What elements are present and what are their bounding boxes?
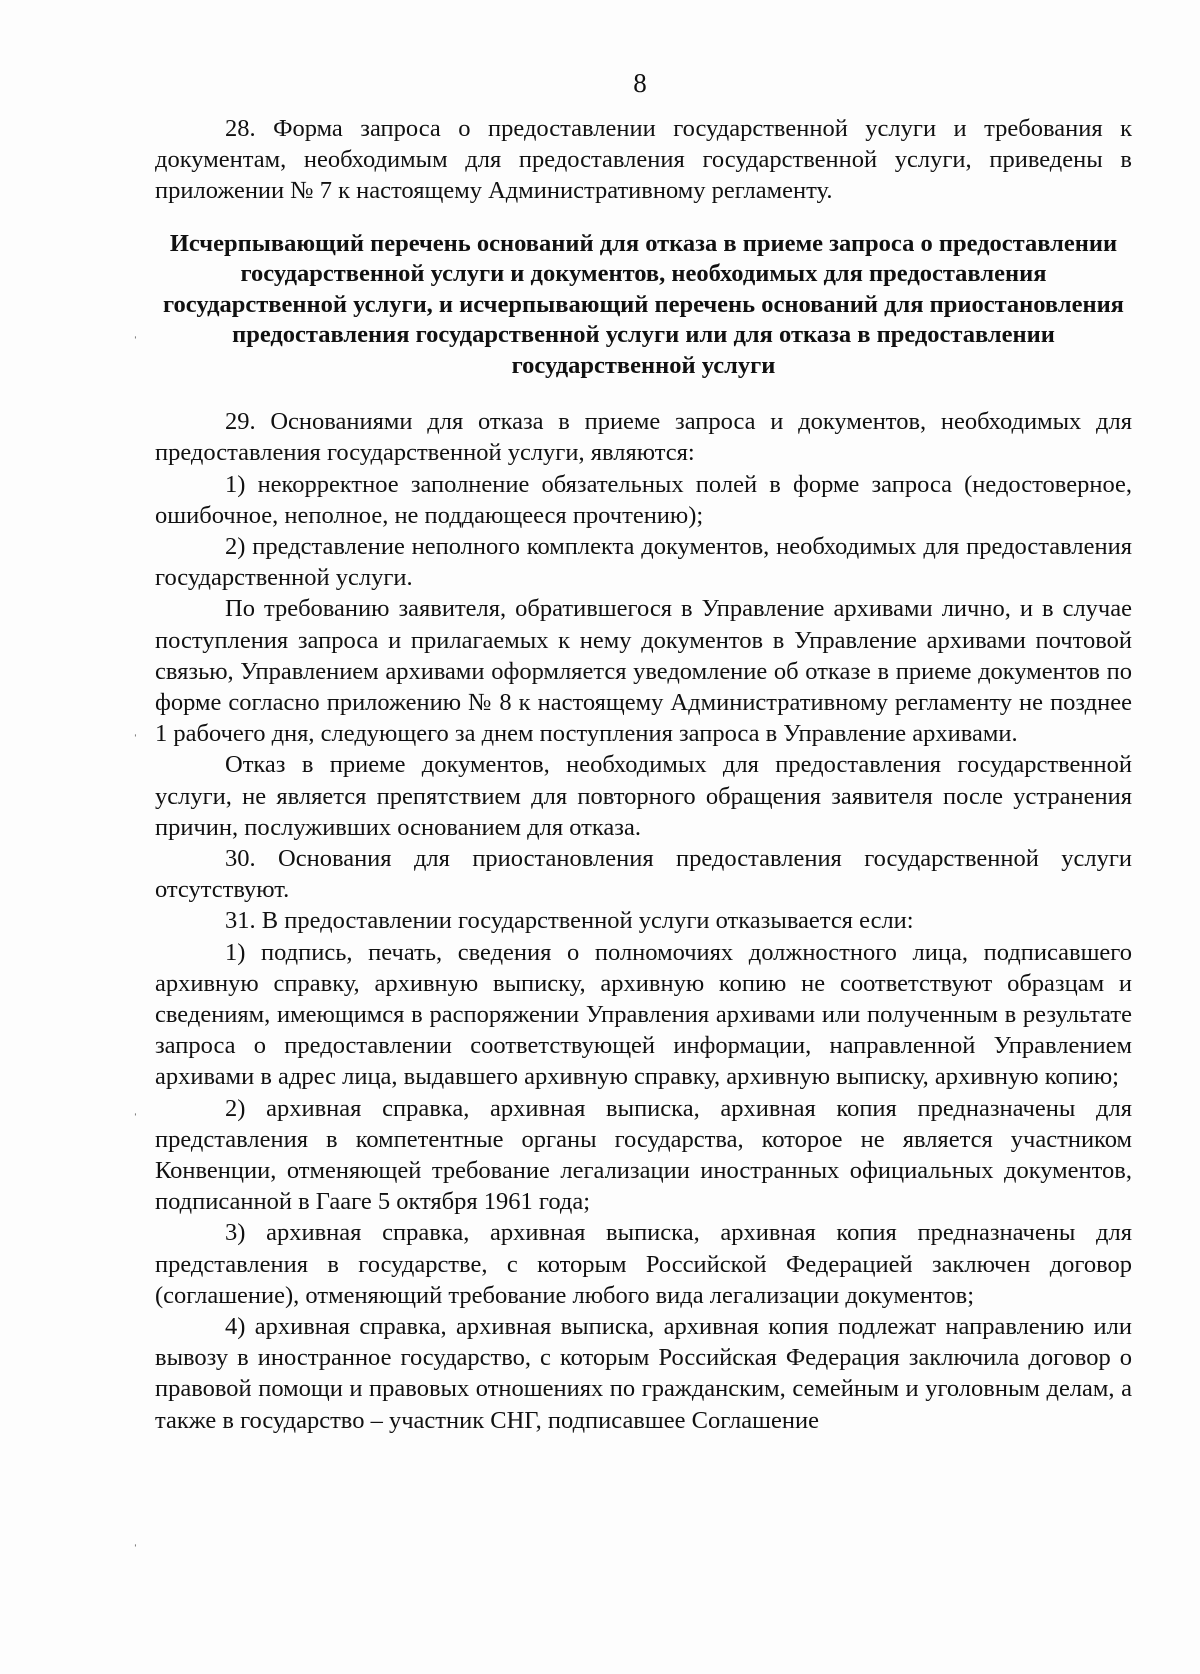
document-body	[155, 113, 1132, 1436]
section-heading: Исчерпывающий перечень оснований для отказа в приеме запроса о предоставлении государственной услуги и документов, необходимых для предоставления государственной услуги, и исчерпывающий перечень оснований для приостановления предоставления государственной услуги или для отказа в предоставлении государственной услуги	[163, 229, 1124, 379]
page-number: 8	[633, 68, 647, 98]
scan-mark: ˈ	[133, 1112, 138, 1127]
paragraph-31-item-1: 1) подпись, печать, сведения о полномочиях должностного лица, подписавшего архивную справку, архивную выписку, архивную копию не соответствуют образцам и сведениям, имеющимся в распоряжении Управления архивами или полученным в результате запроса о предоставлении соответствующей информации, направленной Управлением архивами в адрес лица, выдавшего архивную справку, архивную выписку, архивную копию;	[155, 938, 1132, 1091]
paragraph-29: 29. Основаниями для отказа в приеме запроса и документов, необходимых для предоставления государственной услуги, являются:	[155, 408, 1132, 467]
paragraph-31-item-3: 3) архивная справка, архивная выписка, архивная копия предназначены для представления в государстве, с которым Российской Федерацией заключен договор (соглашение), отменяющий требование любого вида легализации документов;	[155, 1219, 1132, 1309]
scan-mark: ˈ	[133, 335, 138, 350]
scan-mark: ˈ	[133, 733, 138, 748]
paragraph-30: 30. Основания для приостановления предоставления государственной услуги отсутствуют.	[155, 844, 1132, 904]
paragraph-29-item-2: 2) представление неполного комплекта документов, необходимых для предоставления государственной услуги.	[155, 532, 1132, 592]
paragraph-refusal: Отказ в приеме документов, необходимых для предоставления государственной услуги, не является препятствием для повторного обращения заявителя после устранения причин, послуживших основанием для отказа.	[155, 751, 1132, 841]
paragraph-31-item-4: 4) архивная справка, архивная выписка, архивная копия подлежат направлению или вывозу в иностранное государство, с которым Российская Федерация заключила договор о правовой помощи и правовых отношениях по гражданским, семейным и уголовным делам, а также в государство – участник СНГ, подписавшее Соглашение	[155, 1313, 1132, 1434]
paragraph-31-item-2: 2) архивная справка, архивная выписка, архивная копия предназначены для представления в компетентные органы государства, которое не является участником Конвенции, отменяющей требование легализации иностранных официальных документов, подписанной в Гааге 5 октября 1961 года;	[155, 1094, 1132, 1216]
paragraph-31: 31. В предоставлении государственной услуги отказывается если:	[225, 907, 914, 935]
paragraph-notice: По требованию заявителя, обратившегося в Управление архивами лично, и в случае поступления запроса и прилагаемых к нему документов в Управление архивами почтовой связью, Управлением архивами оформляется уведомление об отказе в приеме документов по форме согласно приложению № 8 к настоящему Административному регламенту не позднее 1 рабочего дня, следующего за днем поступления запроса в Управление архивами.	[155, 595, 1132, 748]
scan-mark: ˈ	[133, 1543, 138, 1558]
paragraph-28: 28. Форма запроса о предоставлении государственной услуги и требования к документам, необходимым для предоставления государственной услуги, приведены в приложении № 7 к настоящему Административному регламенту.	[155, 115, 1132, 205]
paragraph-29-item-1: 1) некорректное заполнение обязательных полей в форме запроса (недостоверное, ошибочное, неполное, не поддающееся прочтению);	[155, 470, 1132, 529]
